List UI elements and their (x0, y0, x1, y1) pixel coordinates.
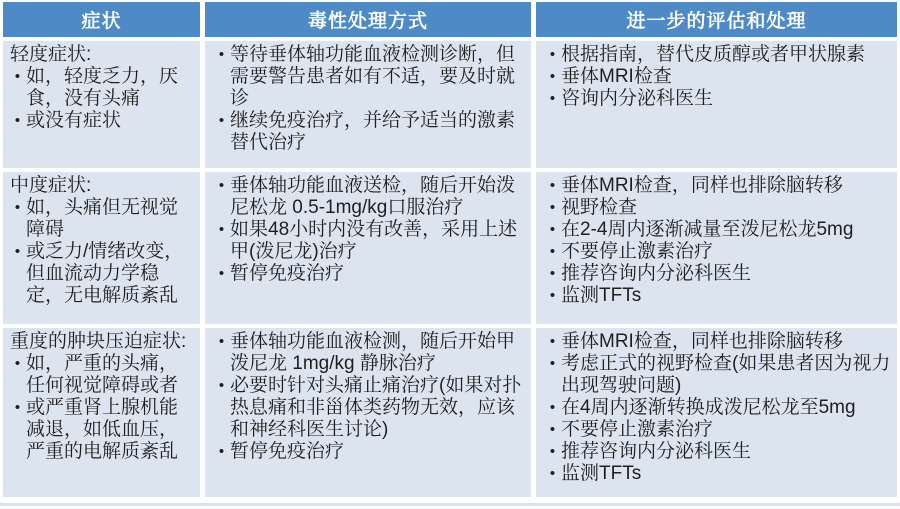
bullet-text: 垂体轴功能血液检测，随后开始甲泼尼龙 1mg/kg 静脉治疗 (230, 331, 516, 374)
severity-title: 中度症状: (10, 175, 92, 196)
bullet-item (213, 375, 527, 441)
bullet-item (544, 44, 893, 66)
bullet-icon: • (549, 243, 556, 260)
bullet-icon: • (14, 68, 21, 85)
bullet-item (544, 463, 893, 485)
bullet-item (9, 397, 196, 463)
bullet-icon: • (218, 221, 225, 238)
bullet-icon: • (549, 46, 556, 63)
cell-evaluation-row3 (536, 328, 897, 497)
cell-management-row2 (205, 172, 531, 324)
bullet-text: 推荐咨询内分泌科医生 (561, 263, 752, 284)
bullet-icon: • (549, 265, 556, 282)
bullet-icon: • (549, 199, 556, 216)
bullet-item (213, 441, 527, 463)
bullet-icon: • (549, 68, 556, 85)
bullet-text: 垂体MRI检查，同样也排除脑转移 (561, 331, 843, 352)
bullet-text: 或严重肾上腺机能减退，如低血压，严重的电解质紊乱 (26, 397, 179, 462)
cell-symptoms-row1 (3, 41, 200, 168)
bullet-item (544, 88, 893, 110)
bullet-icon: • (549, 443, 556, 460)
bullet-item (213, 219, 527, 263)
bullet-text: 咨询内分泌科医生 (561, 88, 714, 109)
bullet-icon: • (218, 333, 225, 350)
bullet-text: 暂停免疫治疗 (230, 441, 345, 462)
bullet-text: 垂体MRI检查 (561, 66, 672, 87)
bullet-item (544, 175, 893, 197)
bullet-text: 如，严重的头痛，任何视觉障碍或者 (26, 353, 179, 396)
bullet-text: 暂停免疫治疗 (230, 263, 345, 284)
bullet-item (213, 175, 527, 219)
bullet-text: 继续免疫治疗，并给予适当的激素替代治疗 (230, 110, 516, 153)
severity-title: 轻度症状: (10, 44, 92, 65)
bullet-icon: • (14, 199, 21, 216)
toxicity-table (3, 2, 897, 497)
bullet-text: 不要停止激素治疗 (561, 419, 714, 440)
bullet-text: 在4周内逐渐转换成泼尼松龙至5mg (561, 397, 856, 418)
bullet-icon: • (549, 399, 556, 416)
bullet-item (544, 66, 893, 88)
bullet-text: 在2-4周内逐渐减量至泼尼松龙5mg (561, 219, 854, 240)
bullet-item (9, 66, 196, 110)
bullet-text: 或乏力/情绪改变，但血流动力学稳定，无电解质紊乱 (26, 241, 184, 306)
bullet-text: 必要时针对头痛止痛治疗(如果对扑热息痛和非甾体类药物无效，应该和神经科医生讨论) (230, 375, 522, 440)
bullet-icon: • (549, 90, 556, 107)
cell-management-row3 (205, 328, 531, 497)
bullet-icon: • (218, 112, 225, 129)
bullet-item (544, 441, 893, 463)
severity-title: 重度的肿块压迫症状: (10, 331, 187, 352)
bullet-text: 如，轻度乏力，厌食，没有头痛 (26, 66, 179, 109)
bullet-item (213, 263, 527, 285)
table-bottom-rule (0, 503, 900, 506)
bullet-item (213, 331, 527, 375)
cell-evaluation-row1 (536, 41, 897, 168)
bullet-icon: • (549, 177, 556, 194)
bullet-item (544, 263, 893, 285)
bullet-text: 考虑正式的视野检查(如果患者因为视力出现驾驶问题) (561, 353, 891, 396)
bullet-text: 推荐咨询内分泌科医生 (561, 441, 752, 462)
bullet-item (9, 110, 196, 132)
cell-management-row1 (205, 41, 531, 168)
bullet-item (544, 241, 893, 263)
bullet-icon: • (218, 377, 225, 394)
bullet-icon: • (14, 355, 21, 372)
cell-symptoms-row3 (3, 328, 200, 497)
bullet-text: 视野检查 (561, 197, 638, 218)
bullet-text: 或没有症状 (26, 110, 122, 131)
bullet-icon: • (14, 399, 21, 416)
bullet-text: 根据指南，替代皮质醇或者甲状腺素 (561, 44, 866, 65)
cell-symptoms-row2 (3, 172, 200, 324)
bullet-icon: • (549, 421, 556, 438)
column-header-management: 毒性处理方式 (205, 2, 531, 37)
column-header-symptoms: 症状 (3, 2, 200, 37)
bullet-text: 如果48小时内没有改善，采用上述甲(泼尼龙)治疗 (230, 219, 518, 262)
bullet-text: 监测TFTs (561, 463, 642, 484)
bullet-item (9, 353, 196, 397)
bullet-item (544, 397, 893, 419)
bullet-item (544, 419, 893, 441)
bullet-icon: • (549, 333, 556, 350)
bullet-item (544, 331, 893, 353)
bullet-icon: • (218, 177, 225, 194)
bullet-icon: • (14, 112, 21, 129)
bullet-icon: • (549, 287, 556, 304)
column-header-evaluation: 进一步的评估和处理 (536, 2, 897, 37)
bullet-text: 不要停止激素治疗 (561, 241, 714, 262)
bullet-item (9, 241, 196, 307)
bullet-icon: • (218, 265, 225, 282)
bullet-item (544, 219, 893, 241)
bullet-icon: • (549, 465, 556, 482)
bullet-text: 如，头痛但无视觉障碍 (26, 197, 179, 240)
bullet-icon: • (549, 221, 556, 238)
bullet-item (544, 353, 893, 397)
bullet-item (544, 285, 893, 307)
bullet-icon: • (549, 355, 556, 372)
bullet-icon: • (218, 443, 225, 460)
bullet-text: 监测TFTs (561, 285, 642, 306)
bullet-icon: • (218, 46, 225, 63)
bullet-item (9, 197, 196, 241)
bullet-text: 垂体MRI检查，同样也排除脑转移 (561, 175, 843, 196)
bullet-text: 等待垂体轴功能血液检测诊断，但需要警告患者如有不适，要及时就诊 (230, 44, 516, 109)
bullet-item (544, 197, 893, 219)
cell-evaluation-row2 (536, 172, 897, 324)
bullet-item (213, 110, 527, 154)
bullet-item (213, 44, 527, 110)
bullet-text: 垂体轴功能血液送检，随后开始泼尼松龙 0.5-1mg/kg口服治疗 (230, 175, 516, 218)
bullet-icon: • (14, 243, 21, 260)
